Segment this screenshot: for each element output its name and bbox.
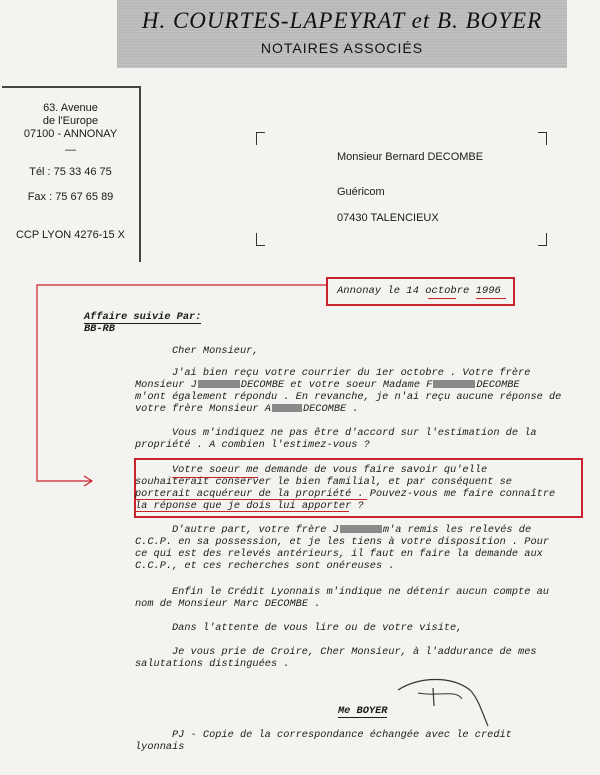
p3-line-1: Votre soeur me demande de vous faire savoir qu'elle bbox=[172, 464, 488, 476]
address-street-2: de l'Europe bbox=[42, 115, 99, 127]
ccp-account: CCP LYON 4276-15 X bbox=[15, 229, 126, 241]
address-city: 07100 - ANNONAY bbox=[23, 128, 118, 140]
p1-line-2 bbox=[135, 379, 520, 391]
redaction-bar bbox=[198, 380, 240, 388]
phone-number: Tél : 75 33 46 75 bbox=[29, 166, 112, 178]
letter-date: Annonay le 14 octobre 1996 bbox=[337, 285, 501, 297]
fax-number: Fax : 75 67 65 89 bbox=[27, 191, 114, 203]
p7-line-2: salutations distinguées . bbox=[135, 658, 290, 670]
p1-line-4 bbox=[135, 403, 359, 415]
p1-line-2-c: DECOMBE bbox=[476, 379, 520, 391]
p2-line-2: propriété . A combien l'estimez-vous ? bbox=[135, 439, 370, 451]
redaction-bar bbox=[433, 380, 475, 388]
p4-line-2: C.C.P. en sa possession, et je les tiens à votre disposition . Pour bbox=[135, 536, 550, 548]
recipient-place: Guéricom bbox=[337, 186, 385, 198]
reference-label: Affaire suivie Par: bbox=[84, 311, 202, 323]
address-street-1: 63. Avenue bbox=[43, 102, 98, 114]
p3-underline-soeur bbox=[172, 477, 258, 478]
p3-underline-acquereur bbox=[135, 499, 367, 500]
redaction-bar bbox=[340, 525, 382, 533]
address-divider: — bbox=[65, 144, 76, 156]
reference-value: BB-RB bbox=[84, 323, 115, 335]
firm-name: H. COURTES-LAPEYRAT et B. BOYER bbox=[141, 8, 543, 33]
p5-line-2: nom de Monsieur Marc DECOMBE . bbox=[135, 598, 321, 610]
p2-line-1: Vous m'indiquez ne pas être d'accord sur l'estimation de la bbox=[172, 427, 537, 439]
enclosure-line-1: PJ - Copie de la correspondance échangée avec le credit bbox=[172, 729, 512, 741]
recipient-name: Monsieur Bernard DECOMBE bbox=[337, 151, 484, 163]
p4-line-1 bbox=[172, 524, 531, 536]
recipient-city: 07430 TALENCIEUX bbox=[337, 212, 439, 224]
signature-name: Me BOYER bbox=[338, 705, 388, 717]
firm-subtitle: NOTAIRES ASSOCIÉS bbox=[260, 40, 424, 56]
p1-line-2-a: Monsieur J bbox=[135, 379, 197, 391]
p1-line-4-b: DECOMBE . bbox=[302, 403, 359, 415]
p7-line-1: Je vous prie de Croire, Cher Monsieur, à l'addurance de mes bbox=[172, 646, 537, 658]
p4-line-1-a: D'autre part, votre frère J bbox=[172, 524, 339, 536]
p4-line-4: C.C.P., et ces recherches sont onéreuses . bbox=[135, 560, 395, 572]
p1-line-4-a: votre frère Monsieur A bbox=[135, 403, 271, 415]
redaction-bar bbox=[272, 404, 302, 412]
p3-line-2: souhaiterait conserver le bien familial, et par conséquent se bbox=[135, 476, 512, 488]
p4-line-1-b: m'a remis les relevés de bbox=[382, 524, 532, 536]
p1-line-2-b: DECOMBE et votre soeur Madame F bbox=[240, 379, 433, 391]
p3-underline-reponse bbox=[135, 511, 349, 512]
p3-line-3: porterait acquéreur de la propriété . Pouvez-vous me faire connaître bbox=[135, 488, 556, 500]
p5-line-1: Enfin le Crédit Lyonnais m'indique ne détenir aucun compte au bbox=[172, 586, 549, 598]
salutation: Cher Monsieur, bbox=[172, 345, 259, 357]
p1-line-1: J'ai bien reçu votre courrier du 1er octobre . Votre frère bbox=[172, 367, 531, 379]
p6-line: Dans l'attente de vous lire ou de votre visite, bbox=[172, 622, 463, 634]
p3-line-4: la réponse que je dois lui apporter ? bbox=[135, 500, 364, 512]
p4-line-3: ce qui est des relevés antérieurs, il faut en faire la demande aux bbox=[135, 548, 543, 560]
p1-line-3: m'ont également répondu . En revanche, je n'ai reçu aucune réponse de bbox=[135, 391, 562, 403]
enclosure-line-2: lyonnais bbox=[135, 741, 185, 753]
